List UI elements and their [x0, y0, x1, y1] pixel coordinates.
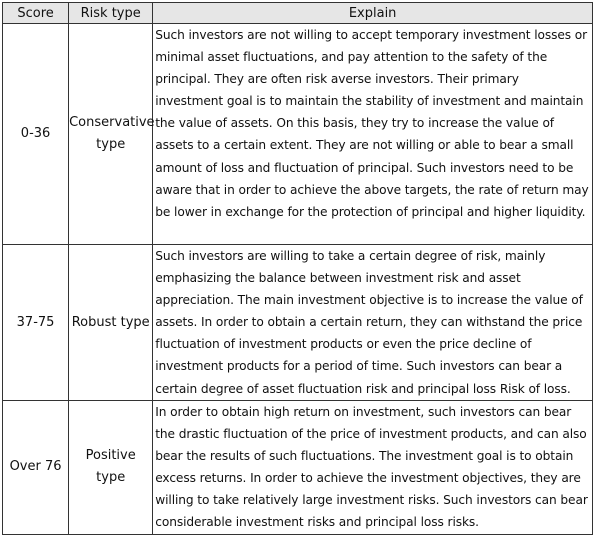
score-cell: 37-75	[3, 245, 69, 401]
header-explain: Explain	[153, 3, 593, 24]
table-header-row	[3, 3, 593, 24]
explain-cell: In order to obtain high return on investment, such investors can bear the drastic fluctuation of the price of investment products, and can also bear the results of such fluctuations. The investment goal is to obtain excess returns. In order to achieve the investment objectives, they are willing to take relatively large investment risks. Such investors can bear considerable investment risks and principal loss risks.	[153, 401, 593, 535]
risk-type-cell: Conservative type	[69, 24, 153, 245]
table-row	[3, 245, 593, 401]
score-cell: Over 76	[3, 401, 69, 535]
header-risk-type: Risk type	[69, 3, 153, 24]
header-score: Score	[3, 3, 69, 24]
risk-type-cell: Robust type	[69, 245, 153, 401]
risk-type-table	[2, 2, 593, 535]
explain-cell: Such investors are not willing to accept temporary investment losses or minimal asset fluctuations, and pay attention to the safety of the principal. They are often risk averse investors. Their primary investment goal is to maintain the stability of investment and maintain the value of assets. On this basis, they try to increase the value of assets to a certain extent. They are not willing or able to bear a small amount of loss and fluctuation of principal. Such investors need to be aware that in order to achieve the above targets, the rate of return may be lower in exchange for the protection of principal and higher liquidity.	[153, 24, 593, 245]
score-cell: 0-36	[3, 24, 69, 245]
table-row	[3, 401, 593, 535]
table-row	[3, 24, 593, 245]
explain-cell: Such investors are willing to take a certain degree of risk, mainly emphasizing the balance between investment risk and asset appreciation. The main investment objective is to increase the value of assets. In order to obtain a certain return, they can withstand the price fluctuation of investment products or even the price decline of investment products for a period of time. Such investors can bear a certain degree of asset fluctuation risk and principal loss Risk of loss.	[153, 245, 593, 401]
risk-type-cell: Positive type	[69, 401, 153, 535]
